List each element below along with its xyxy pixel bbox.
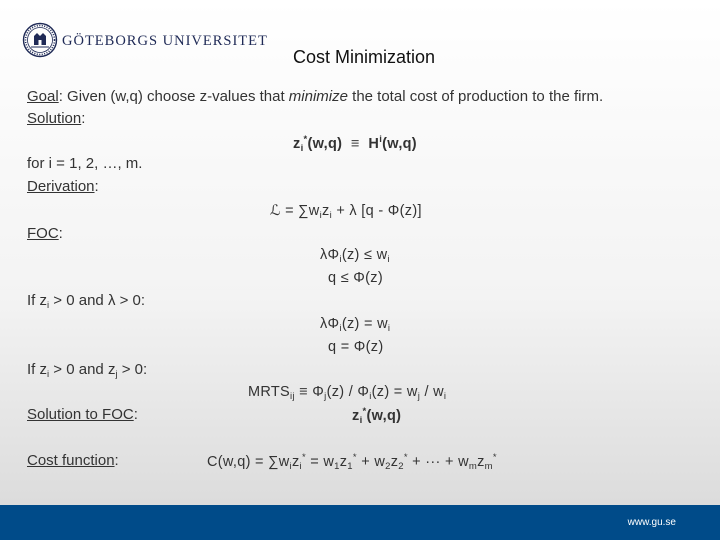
footer-bar: [0, 505, 720, 540]
goal-text-end: the total cost of production to the firm.: [347, 88, 604, 105]
cost-function-label: Cost function: [27, 452, 115, 469]
foc-equation-1: $\lambda\Phi_i(z) \le w_i$: [320, 247, 390, 265]
case-1-condition: If $z_i > 0$ and λ > 0:: [27, 292, 146, 311]
case-1-equation-1: $\lambda\Phi_i(z) = w_i$: [320, 316, 391, 334]
goal-italic: minimize: [288, 88, 348, 105]
solution-line: Solution:: [27, 110, 86, 127]
cost-function-line: Cost function:: [27, 452, 119, 469]
foc-label: FOC: [27, 225, 59, 242]
university-name: GÖTEBORGS UNIVERSITET: [62, 32, 268, 49]
cost-function-equation: $C(w,q) = \sum w_iz_i^* = w_1z_1^* + w_2z_2^*$ + ··· + $w_mz_m^*$: [207, 452, 497, 472]
derivation-label: Derivation: [27, 178, 95, 195]
footer-url-link[interactable]: www.gu.se: [627, 517, 676, 528]
derivation-line: Derivation:: [27, 178, 99, 195]
goal-label: Goal: [27, 88, 59, 105]
lagrangian-equation: ℒ = $\sum w_iz_i + \lambda$ [q - Φ(z)]: [270, 203, 422, 221]
mrts-equation: $MRTS_{ij} \equiv \Phi_j(z) / \Phi_i(z) = w_j / w_i$: [248, 384, 447, 402]
foc-line: FOC:: [27, 225, 63, 242]
solution-label: Solution: [27, 110, 82, 127]
solution-foc-line: Solution to FOC:: [27, 406, 138, 423]
conditional-demand-equation: $z_i^*(w,q) \equiv H^i(w,q)$: [293, 134, 417, 154]
index-range: for i = 1, 2, …, m.: [27, 155, 143, 172]
solution-foc-equation: $z_i^*(w,q)$: [352, 406, 402, 426]
slide-title: Cost Minimization: [292, 47, 436, 67]
goal-text: : Given (w,q) choose z-values that: [58, 88, 289, 105]
solution-foc-label: Solution to FOC: [27, 406, 134, 423]
case-2-condition: If $z_i > 0$ and $z_j > 0$:: [27, 361, 148, 380]
foc-equation-2: q ≤ Φ(z): [328, 270, 383, 286]
goal-line: [27, 88, 603, 105]
case-1-equation-2: q = Φ(z): [328, 339, 384, 355]
